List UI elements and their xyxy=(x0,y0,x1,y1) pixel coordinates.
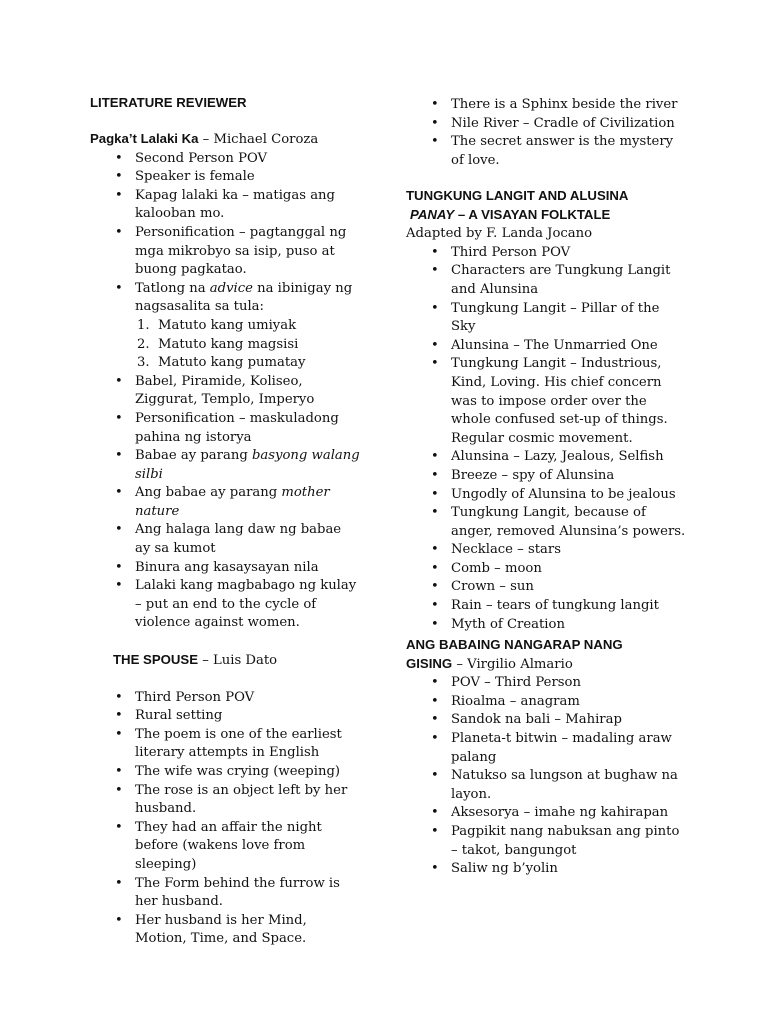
list-item: • Saliw ng b’yolin xyxy=(406,860,688,879)
section-pagkat-lalaki-ka xyxy=(90,130,360,633)
section-title: TUNGKUNG LANGIT AND ALUSINA xyxy=(406,188,629,203)
list-item: • Myth of Creation xyxy=(406,616,688,635)
section-title-line2 xyxy=(406,655,688,675)
document-title: LITERATURE REVIEWER xyxy=(90,95,247,110)
list-item: • Her husband is her Mind, Motion, Time, and Space. xyxy=(90,912,360,949)
list-item: • Natukso sa lungson at bughaw na layon. xyxy=(406,767,688,804)
list-item: • Nile River – Cradle of Civilization xyxy=(406,115,688,134)
section-heading xyxy=(90,130,360,150)
list-item: • Tungkung Langit, because of anger, removed Alunsina’s powers. xyxy=(406,504,688,541)
numbered-item: 1. Matuto kang umiyak xyxy=(137,317,297,333)
list-item: • Characters are Tungkung Langit and Alunsina xyxy=(406,262,688,299)
numbered-item-text: Matuto kang umiyak xyxy=(158,317,297,333)
bullet-list xyxy=(406,244,688,634)
list-item: • Comb – moon xyxy=(406,560,688,579)
section-title: ANG BABAING NANGARAP NANG xyxy=(406,637,623,652)
list-item: • Speaker is female xyxy=(90,168,360,187)
numbered-item: 3. Matuto kang pumatay xyxy=(137,355,306,371)
text: Ang babae ay parang xyxy=(135,485,282,501)
list-item: • Personification – maskuladong pahina ng istorya xyxy=(90,410,360,447)
list-item: • POV – Third Person xyxy=(406,674,688,693)
list-item: • Third Person POV xyxy=(90,689,360,708)
bullet-list xyxy=(90,150,360,317)
list-item: • Rural setting xyxy=(90,707,360,726)
list-item: • Crown – sun xyxy=(406,578,688,597)
list-item: • Babel, Piramide, Koliseo, Ziggurat, Templo, Imperyo xyxy=(90,373,360,410)
numbered-item-text: Matuto kang magsisi xyxy=(158,336,299,352)
section-the-spouse xyxy=(90,651,360,949)
list-item: • Tungkung Langit – Pillar of the Sky xyxy=(406,300,688,337)
section-author: – Virgilio Almario xyxy=(452,656,573,672)
list-item: • Personification – pagtanggal ng mga mikrobyo sa isip, puso at buong pagkatao. xyxy=(90,224,360,280)
list-item: • Alunsina – The Unmarried One xyxy=(406,337,688,356)
list-item: • Rioalma – anagram xyxy=(406,693,688,712)
section-adapted-by: Adapted by F. Landa Jocano xyxy=(406,226,593,242)
section-title: THE SPOUSE xyxy=(113,652,199,667)
text: Tatlong na xyxy=(135,280,210,296)
list-item: • Second Person POV xyxy=(90,150,360,169)
list-item: • Rain – tears of tungkung langit xyxy=(406,597,688,616)
list-item: • They had an affair the night before (wakens love from sleeping) xyxy=(90,819,360,875)
list-item xyxy=(90,447,360,484)
italic-text: basyong walang silbi xyxy=(135,448,360,482)
section-subtitle-region: PANAY xyxy=(410,206,455,222)
numbered-item-text: Matuto kang pumatay xyxy=(158,355,306,371)
list-item: • Aksesorya – imahe ng kahirapan xyxy=(406,804,688,823)
list-item: • Kapag lalaki ka – matigas ang kalooban mo. xyxy=(90,187,360,224)
section-subtitle xyxy=(406,206,688,226)
list-item: • The rose is an object left by her husband. xyxy=(90,782,360,819)
italic-text: advice xyxy=(209,280,253,296)
list-item: • Breeze – spy of Alunsina xyxy=(406,467,688,486)
section-author: – Luis Dato xyxy=(198,653,278,668)
text: Babae ay parang xyxy=(135,448,252,464)
list-item: • Pagpikit nang nabuksan ang pinto – takot, bangungot xyxy=(406,823,688,860)
bullet-list xyxy=(90,689,360,949)
numbered-list xyxy=(90,317,360,373)
numbered-item: 2. Matuto kang magsisi xyxy=(137,336,299,352)
list-item: • Sandok na bali – Mahirap xyxy=(406,711,688,730)
list-item: • The poem is one of the earliest literary attempts in English xyxy=(90,726,360,763)
bullet-list xyxy=(90,373,360,633)
list-item: • The Form behind the furrow is her husband. xyxy=(90,875,360,912)
section-heading xyxy=(90,651,360,671)
section-author: – Michael Coroza xyxy=(198,132,319,147)
section-title: Pagka’t Lalaki Ka xyxy=(90,131,199,146)
list-item: • The secret answer is the mystery of love. xyxy=(406,133,688,170)
list-item xyxy=(90,484,360,521)
section-title-cont: GISING xyxy=(406,655,453,671)
bullet-list xyxy=(406,674,688,879)
section-subtitle-rest: – A VISAYAN FOLKTALE xyxy=(454,206,611,222)
list-item: • Lalaki kang magbabago ng kulay – put an end to the cycle of violence against women. xyxy=(90,577,360,633)
section-ang-babaing-nangarap xyxy=(406,636,688,879)
text: na ibinigay ng nagsasalita sa tula: xyxy=(135,280,353,315)
list-item: • The wife was crying (weeping) xyxy=(90,763,360,782)
section-tungkung-langit xyxy=(406,187,688,634)
list-item: • Alunsina – Lazy, Jealous, Selfish xyxy=(406,448,688,467)
list-item: • Tungkung Langit – Industrious, Kind, Loving. His chief concern was to impose order over the whole confused set-up of things. Regular cosmic movement. xyxy=(406,355,688,448)
bullet-list-continued xyxy=(406,96,688,170)
list-item: • Ang halaga lang daw ng babae ay sa kumot xyxy=(90,521,360,558)
list-item: • Planeta-t bitwin – madaling araw palang xyxy=(406,730,688,767)
list-item: • Ungodly of Alunsina to be jealous xyxy=(406,486,688,505)
list-item: • Necklace – stars xyxy=(406,541,688,560)
list-item: • Binura ang kasaysayan nila xyxy=(90,559,360,578)
italic-text: mother nature xyxy=(135,485,330,519)
list-item xyxy=(90,280,360,317)
list-item: • There is a Sphinx beside the river xyxy=(406,96,688,115)
list-item: • Third Person POV xyxy=(406,244,688,263)
